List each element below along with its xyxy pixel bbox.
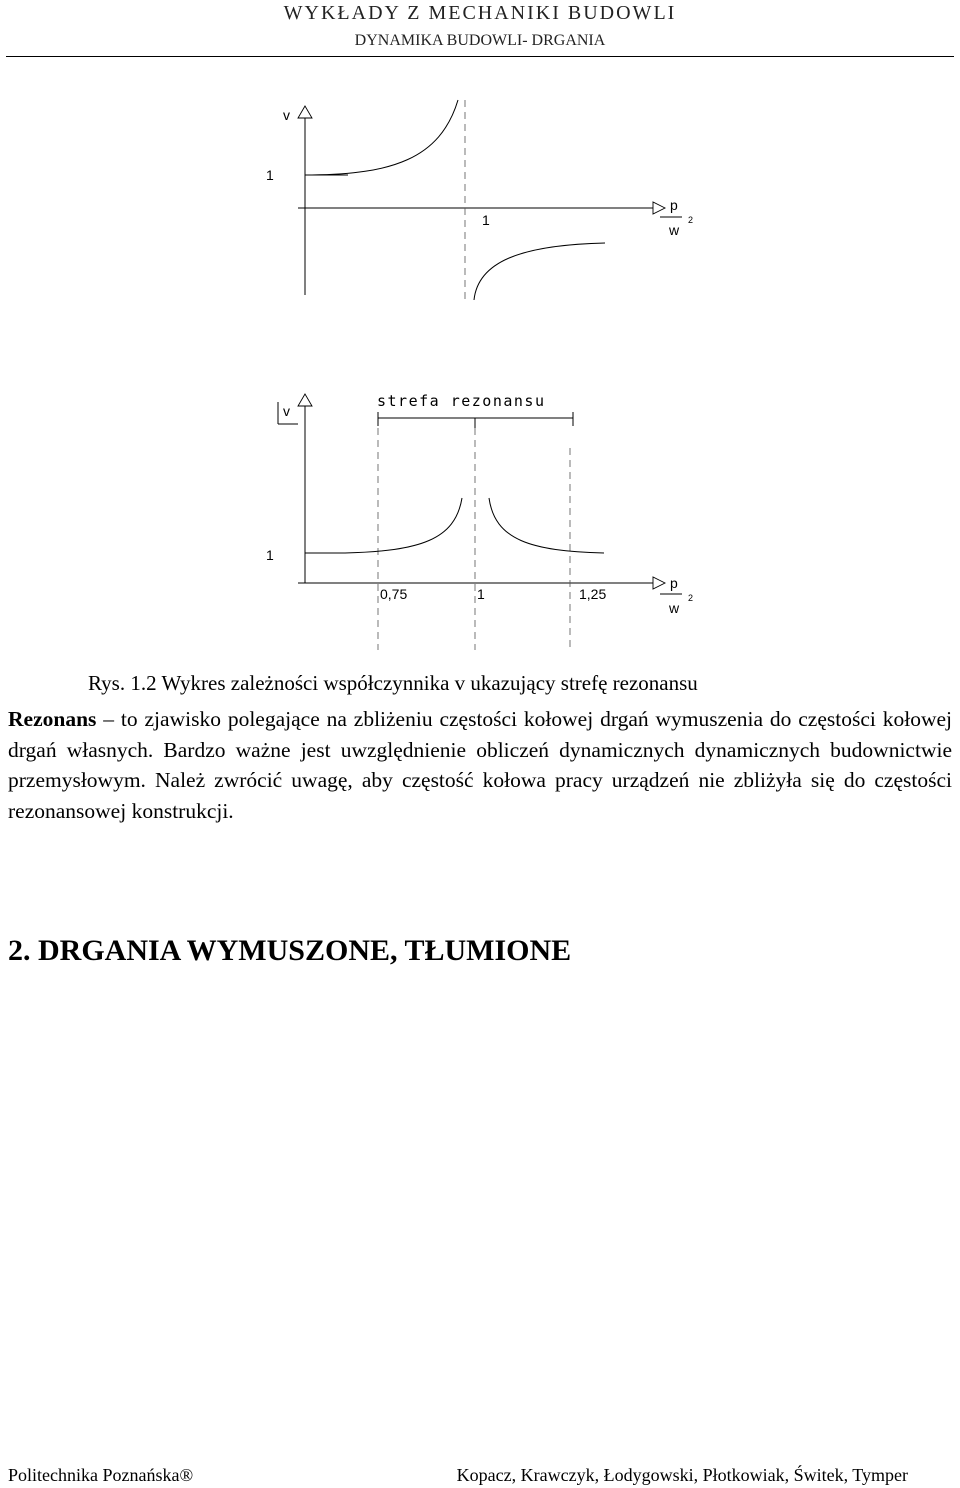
curve-left-branch <box>312 100 458 175</box>
x-axis-arrow <box>653 202 665 214</box>
page-header <box>0 0 960 60</box>
footer-institution: Politechnika Poznańska® <box>8 1465 194 1485</box>
x-axis-label-exponent: 2 <box>688 593 694 603</box>
x-tick-label: 1 <box>482 212 490 228</box>
x-axis-arrow <box>653 577 665 589</box>
figure-amplification-curve <box>0 90 960 305</box>
header-title: WYKŁADY Z MECHANIKI BUDOWLI <box>283 2 677 24</box>
resonance-zone-label: strefa rezonansu <box>377 392 546 410</box>
x-tick-label-1-25: 1,25 <box>579 586 607 602</box>
paragraph-text: – to zjawisko polegające na zbliżeniu częstości kołowej drgań wymuszenia do częstości kołowej drgań własnych. Bardzo ważne jest uwzględnienie obliczeń dynamicznych dynamicznych budownictwie przemysłowym. Należ zwrócić uwagę, aby częstość kołowa pracy urządzeń nie zbliżyła się do częstości rezonansowej konstrukcji. <box>8 707 952 823</box>
header-rule <box>6 56 954 57</box>
x-tick-label-1: 1 <box>477 586 485 602</box>
figure-resonance-zone <box>0 380 960 655</box>
y-tick-label: 1 <box>266 547 274 563</box>
y-axis-arrow <box>298 394 312 406</box>
y-tick-label: 1 <box>266 167 274 183</box>
y-axis-label: v <box>283 403 290 419</box>
x-axis-label-denominator: w <box>669 222 680 238</box>
curve-right-branch <box>474 243 605 300</box>
term-rezonans: Rezonans <box>8 707 97 731</box>
x-axis-label-denominator: w <box>669 600 680 616</box>
y-axis-label: v <box>283 107 290 123</box>
section-heading: 2. DRGANIA WYMUSZONE, TŁUMIONE <box>8 934 572 967</box>
x-axis-label-numerator: p <box>670 575 678 591</box>
x-axis-label-exponent: 2 <box>688 215 694 225</box>
curve-right-branch <box>489 498 604 553</box>
x-axis-label-numerator: p <box>670 197 678 213</box>
body-paragraph <box>8 704 952 826</box>
figure-caption: Rys. 1.2 Wykres zależności współczynnika v ukazujący strefę rezonansu <box>88 671 698 695</box>
x-tick-label-0-75: 0,75 <box>380 586 408 602</box>
footer-authors: Kopacz, Krawczyk, Łodygowski, Płotkowiak, Świtek, Tymper <box>456 1465 908 1485</box>
curve-left-branch <box>345 498 462 553</box>
y-axis-arrow <box>298 106 312 118</box>
header-subtitle: DYNAMIKA BUDOWLI- DRGANIA <box>354 32 606 49</box>
